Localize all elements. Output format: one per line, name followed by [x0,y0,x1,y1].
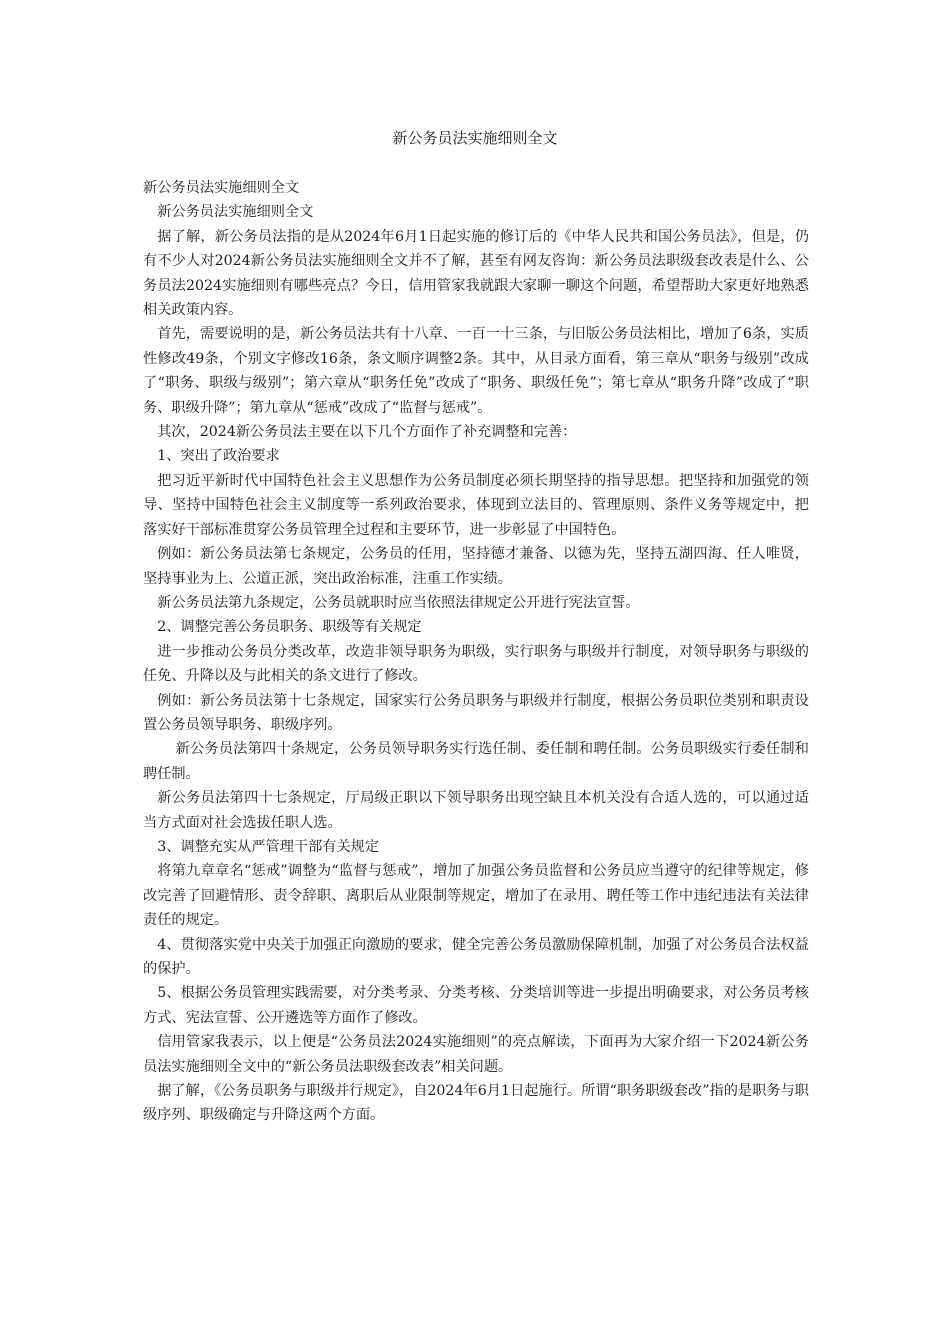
paragraph: 1、突出了政治要求 [157,448,280,465]
paragraph: 首先，需要说明的是，新公务员法共有十八章、一百一十三条，与旧版公务员法相比，增加了6条，实质性修改49条，个别文字修改16条，条文顺序调整2条。其中，从目录方面看，第三章从“职务与级别”改成了“职务、职级与级别”；第六章从“职务任免”改成了“职务、职级任免”；第七章从“职务升降”改成了“职务、职级升降”；第九章从“惩戒”改成了“监督与惩戒”。 [143,326,809,416]
paragraph: 把习近平新时代中国特色社会主义思想作为公务员制度必须长期坚持的指导思想。把坚持和加强党的领导、坚持中国特色社会主义制度等一系列政治要求，体现到立法目的、管理原则、条件义务等规定中，把落实好干部标准贯穿公务员管理全过程和主要环节，进一步彰显了中国特色。 [143,472,809,538]
paragraph: 信用管家我表示，以上便是“公务员法2024实施细则”的亮点解读，下面再为大家介绍一下2024新公务员法实施细则全文中的“新公务员法职级套改表”相关问题。 [143,1034,809,1075]
paragraph: 新公务员法实施细则全文 [143,180,300,196]
paragraph: 新公务员法第四十七条规定，厅局级正职以下领导职务出现空缺且本机关没有合适人选的，可以通过适当方式面对社会选拔任职人选。 [143,790,809,831]
paragraph: 新公务员法第四十条规定，公务员领导职务实行选任制、委任制和聘任制。公务员职级实行委任制和聘任制。 [143,741,809,782]
paragraph: 例如：新公务员法第十七条规定，国家实行公务员职务与职级并行制度，根据公务员职位类别和职责设置公务员领导职务、职级序列。 [143,692,809,733]
paragraph: 新公务员法第九条规定，公务员就职时应当依照法律规定公开进行宪法宣誓。 [157,594,640,611]
paragraph: 4、贯彻落实党中央关于加强正向激励的要求，健全完善公务员激励保障机制，加强了对公务员合法权益的保护。 [143,936,809,977]
paragraph: 2、调整完善公务员职务、职级等有关规定 [157,619,422,636]
paragraph: 新公务员法实施细则全文 [157,204,314,221]
document-title: 新公务员法实施细则全文 [392,129,558,147]
paragraph: 据了解，新公务员法指的是从2024年6月1日起实施的修订后的《中华人民共和国公务员法》，但是，仍有不少人对2024新公务员法实施细则全文并不了解，甚至有网友咨询：新公务员法职级套改表是什么、公务员法2024实施细则有哪些亮点？今日，信用管家我就跟大家聊一聊这个问题，希望帮助大家更好地熟悉相关政策内容。 [143,228,809,319]
paragraph: 其次，2024新公务员法主要在以下几个方面作了补充调整和完善： [157,424,577,441]
paragraph: 进一步推动公务员分类改革，改造非领导职务为职级，实行职务与职级并行制度，对领导职务与职级的任免、升降以及与此相关的条文进行了修改。 [143,643,809,685]
paragraph: 例如：新公务员法第七条规定，公务员的任用，坚持德才兼备、以德为先，坚持五湖四海、任人唯贤，坚持事业为上、公道正派，突出政治标准，注重工作实绩。 [143,546,809,587]
document-body [143,176,809,1128]
paragraph: 5、根据公务员管理实践需要，对分类考录、分类考核、分类培训等进一步提出明确要求，对公务员考核方式、宪法宣誓、公开遴选等方面作了修改。 [143,985,809,1026]
paragraph: 将第九章章名“惩戒”调整为“监督与惩戒”，增加了加强公务员监督和公务员应当遵守的纪律等规定，修改完善了回避情形、责令辞职、离职后从业限制等规定，增加了在录用、聘任等工作中违纪违法有关法律责任的规定。 [143,863,809,929]
paragraph: 据了解，《公务员职务与职级并行规定》，自2024年6月1日起施行。所谓“职务职级套改”指的是职务与职级序列、职级确定与升降这两个方面。 [143,1083,809,1124]
paragraph: 3、调整充实从严管理干部有关规定 [157,838,380,855]
